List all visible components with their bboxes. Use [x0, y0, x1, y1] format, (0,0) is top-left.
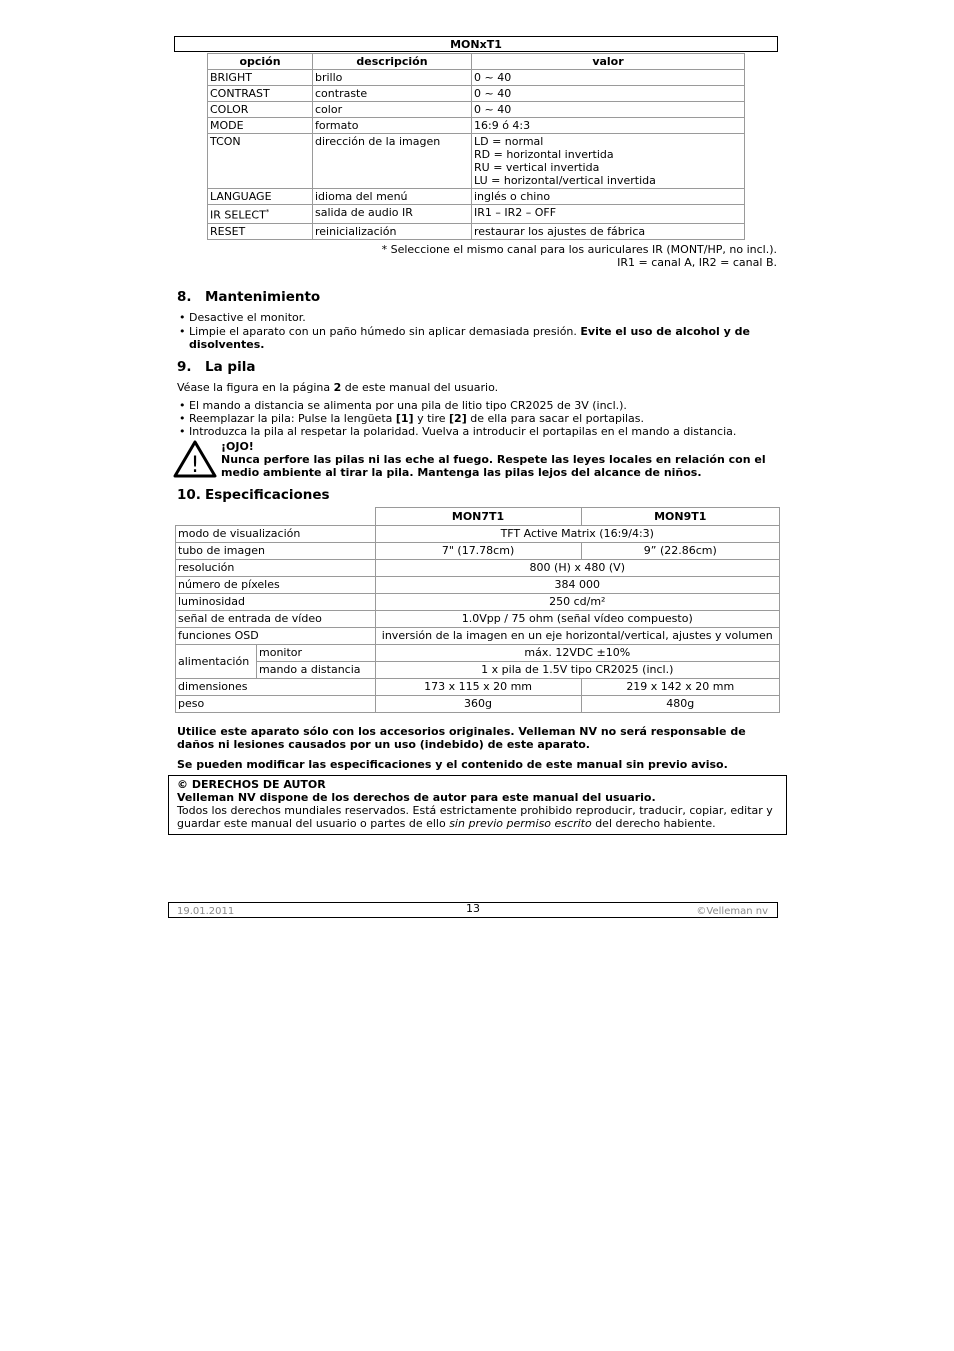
table-row: [176, 662, 780, 679]
spec-value: máx. 12VDC ±10%: [375, 645, 779, 662]
intro-text-end: de este manual del usuario.: [341, 381, 499, 394]
list-item: [177, 325, 777, 351]
value-line: 0 ~ 40: [474, 87, 512, 100]
spec-blank-cell: [176, 508, 376, 526]
description-cell: reinicialización: [313, 223, 472, 239]
copyright-bold-line: Velleman NV dispone de los derechos de autor para este manual del usuario.: [177, 791, 656, 804]
footer-date: 19.01.2011: [177, 906, 235, 917]
option-footnote-mark: *: [265, 208, 270, 216]
spec-value: 384 000: [375, 577, 779, 594]
value-line: RU = vertical invertida: [474, 161, 600, 174]
options-table-body: [208, 70, 745, 240]
table-row: [208, 205, 745, 224]
section-8-list: [177, 311, 777, 351]
list-item: [177, 425, 777, 438]
copyright-title: © DERECHOS DE AUTOR: [177, 778, 326, 791]
list-item-bold: [2]: [449, 412, 467, 425]
option-cell: [208, 205, 313, 224]
description-cell: contraste: [313, 86, 472, 102]
list-item: [177, 412, 777, 425]
spec-value: 250 cd/m²: [375, 594, 779, 611]
option-cell: [208, 223, 313, 239]
value-line: LU = horizontal/vertical invertida: [474, 174, 656, 187]
copyright-text-italic: sin previo permiso escrito: [449, 817, 592, 830]
option-name: TCON: [210, 135, 241, 148]
value-line: RD = horizontal invertida: [474, 148, 614, 161]
spec-value: 7" (17.78cm): [375, 543, 581, 560]
section-9-title: La pila: [205, 359, 256, 375]
description-cell: idioma del menú: [313, 189, 472, 205]
description-cell: formato: [313, 118, 472, 134]
option-cell: [208, 118, 313, 134]
spec-value: 9” (22.86cm): [581, 543, 779, 560]
value-cell: [472, 223, 745, 239]
footer-page-number: 13: [466, 902, 480, 915]
table-row: [208, 102, 745, 118]
list-item-bold: [1]: [395, 412, 414, 425]
value-line: LD = normal: [474, 135, 544, 148]
spec-label: señal de entrada de vídeo: [176, 611, 376, 628]
option-name: BRIGHT: [210, 71, 252, 84]
description-cell: brillo: [313, 70, 472, 86]
section-9-number: 9.: [177, 359, 192, 375]
spec-label: luminosidad: [176, 594, 376, 611]
value-line: inglés o chino: [474, 190, 551, 203]
option-name: LANGUAGE: [210, 190, 272, 203]
description-cell: dirección de la imagen: [313, 134, 472, 189]
table-row: [176, 611, 780, 628]
spec-label: tubo de imagen: [176, 543, 376, 560]
description-cell: color: [313, 102, 472, 118]
warning-text: Nunca perfore las pilas ni las eche al fuego. Respete las leyes locales en relación con el medio ambiente al tirar la pila. Mantenga las pilas lejos del alcance de niños.: [221, 453, 766, 479]
spec-label: dimensiones: [176, 679, 376, 696]
copyright-text-start: Todos los derechos mundiales reservados. Está estrictamente prohibido reproducir, traducir, copiar, editar y guardar este manual del usuario o partes de ello: [177, 804, 773, 830]
section-8-number: 8.: [177, 289, 192, 305]
options-note-2: IR1 = canal A, IR2 = canal B.: [617, 256, 777, 269]
table-row: [176, 679, 780, 696]
spec-value: 1.0Vpp / 75 ohm (señal vídeo compuesto): [375, 611, 779, 628]
warning-title: ¡OJO!: [221, 440, 254, 453]
option-cell: [208, 134, 313, 189]
spec-value: 173 x 115 x 20 mm: [375, 679, 581, 696]
value-cell: [472, 134, 745, 189]
table-row: [208, 223, 745, 239]
section-10-title: Especificaciones: [205, 487, 330, 503]
spec-value: 360g: [375, 696, 581, 713]
table-row: [176, 577, 780, 594]
value-line: 16:9 ó 4:3: [474, 119, 531, 132]
value-cell: [472, 205, 745, 224]
table-row: [208, 118, 745, 134]
document-header: [174, 36, 778, 52]
section-8-title: Mantenimiento: [205, 289, 321, 305]
options-table: [207, 53, 745, 240]
spec-value: TFT Active Matrix (16:9/4:3): [375, 526, 779, 543]
warning-text-block: [221, 440, 781, 479]
spec-label: modo de visualización: [176, 526, 376, 543]
value-line: 0 ~ 40: [474, 103, 512, 116]
spec-header-row: [176, 508, 780, 526]
option-name: MODE: [210, 119, 244, 132]
list-item-text: y tire: [413, 412, 450, 425]
table-row: [176, 696, 780, 713]
value-line: 0 ~ 40: [474, 71, 512, 84]
option-name: COLOR: [210, 103, 249, 116]
spec-value: 800 (H) x 480 (V): [375, 560, 779, 577]
notice-accessories: Utilice este aparato sólo con los accesorios originales. Velleman NV no será responsable de daños ni lesiones causados por un uso (indebido) de este aparato.: [177, 725, 746, 751]
section-8-heading: [177, 289, 320, 305]
spec-label: número de píxeles: [176, 577, 376, 594]
table-row: [208, 86, 745, 102]
warning-icon-glyph: !: [190, 453, 200, 478]
section-9-heading: [177, 359, 255, 375]
option-name: RESET: [210, 224, 246, 238]
list-item-bold: Evite el uso de alcohol y de disolventes.: [189, 325, 750, 351]
value-cell: [472, 189, 745, 205]
table-row: [208, 134, 745, 189]
spec-label: resolución: [176, 560, 376, 577]
list-item-text: Desactive el monitor.: [189, 311, 306, 324]
spec-sublabel: monitor: [257, 645, 376, 662]
value-cell: [472, 86, 745, 102]
list-item-text: de ella para sacar el portapilas.: [466, 412, 645, 425]
value-line: restaurar los ajustes de fábrica: [474, 224, 646, 238]
option-cell: [208, 86, 313, 102]
list-item: [177, 399, 777, 412]
table-row: [176, 645, 780, 662]
option-cell: [208, 70, 313, 86]
spec-col-mon7t1: MON7T1: [375, 508, 581, 526]
options-table-header: [208, 54, 745, 70]
spec-value: 219 x 142 x 20 mm: [581, 679, 779, 696]
value-line: IR1 – IR2 – OFF: [474, 206, 557, 219]
table-row: [176, 526, 780, 543]
spec-value: 480g: [581, 696, 779, 713]
footer-brand: ©Velleman nv: [696, 906, 768, 917]
list-item-text: El mando a distancia se alimenta por una pila de litio tipo CR2025 de 3V (incl.).: [189, 399, 627, 412]
description-cell: salida de audio IR: [313, 205, 472, 224]
table-row: [176, 594, 780, 611]
copyright-text-end: del derecho habiente.: [591, 817, 716, 830]
list-item: [177, 311, 777, 324]
list-item-text: Reemplazar la pila: Pulse la lengüeta: [189, 412, 396, 425]
spec-table: [175, 507, 780, 713]
table-row: [208, 189, 745, 205]
section-10-heading: [177, 487, 330, 503]
copyright-text: [177, 804, 778, 830]
spec-sublabel: mando a distancia: [257, 662, 376, 679]
table-row: [176, 628, 780, 645]
options-note-1: * Seleccione el mismo canal para los auriculares IR (MONT/HP, no incl.).: [381, 243, 777, 256]
spec-col-mon9t1: MON9T1: [581, 508, 779, 526]
option-cell: [208, 102, 313, 118]
list-item-text: Introduzca la pila al respetar la polaridad. Vuelva a introducir el portapilas en el mando a distancia.: [189, 425, 737, 438]
value-cell: [472, 102, 745, 118]
section-9-list: [177, 399, 777, 438]
intro-text: Véase la figura en la página: [177, 381, 334, 394]
value-cell: [472, 70, 745, 86]
header-description: descripción: [313, 54, 472, 70]
spec-label: funciones OSD: [176, 628, 376, 645]
table-row: [176, 543, 780, 560]
copyright-box: [168, 775, 787, 835]
section-10-number: 10.: [177, 487, 201, 503]
page-footer: [168, 902, 778, 918]
spec-value: inversión de la imagen en un eje horizontal/vertical, ajustes y volumen: [375, 628, 779, 645]
table-row: [208, 70, 745, 86]
value-cell: [472, 118, 745, 134]
header-model: MONxT1: [450, 38, 502, 51]
spec-value: 1 x pila de 1.5V tipo CR2025 (incl.): [375, 662, 779, 679]
option-name: IR SELECT: [210, 208, 266, 222]
spec-label: alimentación: [176, 645, 257, 679]
header-option: opción: [208, 54, 313, 70]
intro-bold: 2: [333, 381, 342, 394]
list-item-text: Limpie el aparato con un paño húmedo sin aplicar demasiada presión.: [189, 325, 581, 338]
table-row: [176, 560, 780, 577]
warning-icon: [173, 440, 217, 478]
spec-label: peso: [176, 696, 376, 713]
header-value: valor: [472, 54, 745, 70]
option-name: CONTRAST: [210, 87, 270, 100]
section-9-intro: [177, 381, 498, 394]
notice-specifications: Se pueden modificar las especificaciones y el contenido de este manual sin previo aviso.: [177, 758, 728, 771]
option-cell: [208, 189, 313, 205]
